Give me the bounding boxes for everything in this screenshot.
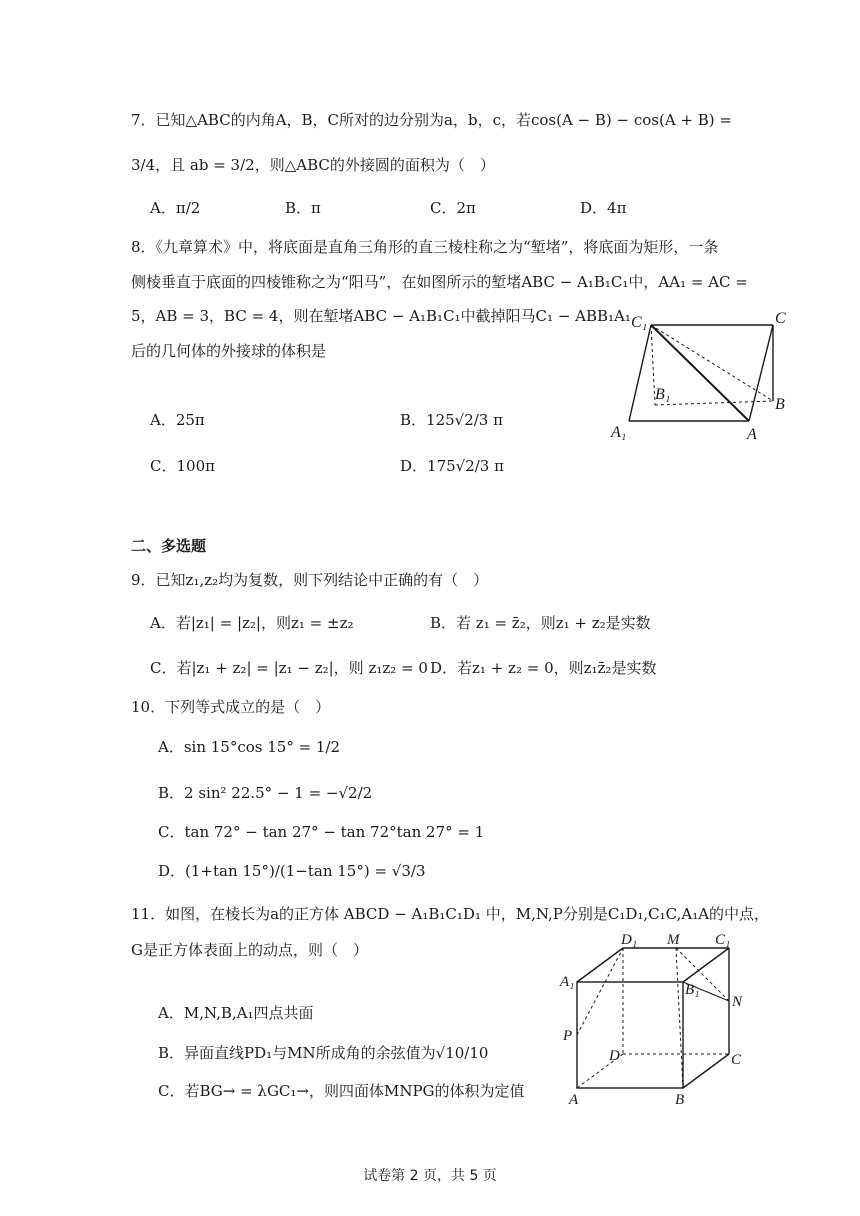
q9-option-a: A．若|z₁| = |z₂|，则z₁ = ±z₂ <box>150 614 354 632</box>
q10-option-c: C．tan 72° − tan 27° − tan 72°tan 27° = 1 <box>158 823 485 841</box>
q8-option-a: A．25π <box>150 411 205 429</box>
section-title-multiple-choice: 二、多选题 <box>131 537 207 555</box>
q8-line3: 5，AB = 3，BC = 4，则在堑堵ABC − A₁B₁C₁中截掉阳马C₁ − ABB₁A₁ <box>131 307 631 325</box>
q8-option-b: B．125√2/3 π <box>400 411 503 429</box>
q9-option-b: B．若 z₁ = z̄₂，则z₁ + z₂是实数 <box>430 614 651 632</box>
q8-option-c: C．100π <box>150 457 215 475</box>
prism-label-a1: A₁ <box>611 424 627 441</box>
cube-figure <box>555 930 755 1110</box>
q11-line1: 11．如图，在棱长为a的正方体 ABCD − A₁B₁C₁D₁ 中，M,N,P分别是C₁D₁,C₁C,A₁A的中点， <box>131 905 770 923</box>
prism-label-b1: B₁ <box>655 386 671 403</box>
cube-label-b: B <box>675 1092 685 1108</box>
q10-option-d: D．(1+tan 15°)/(1−tan 15°) = √3/3 <box>158 862 426 880</box>
cube-label-d: D <box>609 1048 620 1064</box>
q8-line1: 8．《九章算术》中，将底面是直角三角形的直三棱柱称之为“堑堵”，将底面为矩形，一条 <box>131 238 719 256</box>
q7-option-d: D．4π <box>580 199 627 217</box>
q10-stem: 10．下列等式成立的是（ ） <box>131 698 331 716</box>
cube-label-d1: D₁ <box>621 932 638 948</box>
prism-label-a: A <box>747 426 757 443</box>
prism-label-c1: C₁ <box>631 314 648 331</box>
page-footer: 试卷第 2 页，共 5 页 <box>363 1168 497 1184</box>
q7-line1: 7．已知△ABC的内角A，B，C所对的边分别为a，b，c，若cos(A − B) − cos(A + B) = <box>131 111 732 129</box>
q11-option-b: B．异面直线PD₁与MN所成角的余弦值为√10/10 <box>158 1044 489 1062</box>
prism-figure <box>605 305 795 445</box>
q7-option-c: C．2π <box>430 199 476 217</box>
cube-label-p: P <box>563 1028 573 1044</box>
q11-line2: G是正方体表面上的动点，则（ ） <box>131 941 368 959</box>
q7-option-b: B．π <box>285 199 321 217</box>
q8-option-d: D．175√2/3 π <box>400 457 504 475</box>
q10-option-a: A．sin 15°cos 15° = 1/2 <box>158 738 341 756</box>
cube-label-m: M <box>667 932 680 948</box>
prism-label-c: C <box>775 310 786 327</box>
q9-stem: 9．已知z₁,z₂均为复数，则下列结论中正确的有（ ） <box>131 571 489 589</box>
q8-line2: 侧棱垂直于底面的四棱锥称之为“阳马”，在如图所示的堑堵ABC − A₁B₁C₁中，AA₁ = AC = <box>131 273 748 291</box>
q8-line4: 后的几何体的外接球的体积是 <box>131 342 327 360</box>
cube-label-a: A <box>569 1092 579 1108</box>
cube-label-c1: C₁ <box>715 932 731 948</box>
q7-line2: 3/4，且 ab = 3/2，则△ABC的外接圆的面积为（ ） <box>131 156 495 174</box>
q11-option-c: C．若BG→ = λGC₁→，则四面体MNPG的体积为定值 <box>158 1082 525 1100</box>
cube-label-c: C <box>731 1052 742 1068</box>
q11-option-a: A．M,N,B,A₁四点共面 <box>158 1004 314 1022</box>
q7-option-a: A．π/2 <box>150 199 201 217</box>
cube-label-a1: A₁ <box>560 974 575 990</box>
q9-option-d: D．若z₁ + z₂ = 0，则z₁z̄₂是实数 <box>430 659 657 677</box>
cube-label-n: N <box>732 994 743 1010</box>
q9-option-c: C．若|z₁ + z₂| = |z₁ − z₂|，则 z₁z₂ = 0 <box>150 659 428 677</box>
q10-option-b: B．2 sin² 22.5° − 1 = −√2/2 <box>158 784 373 802</box>
cube-label-b1: B₁ <box>685 982 700 998</box>
prism-label-b: B <box>775 396 785 413</box>
